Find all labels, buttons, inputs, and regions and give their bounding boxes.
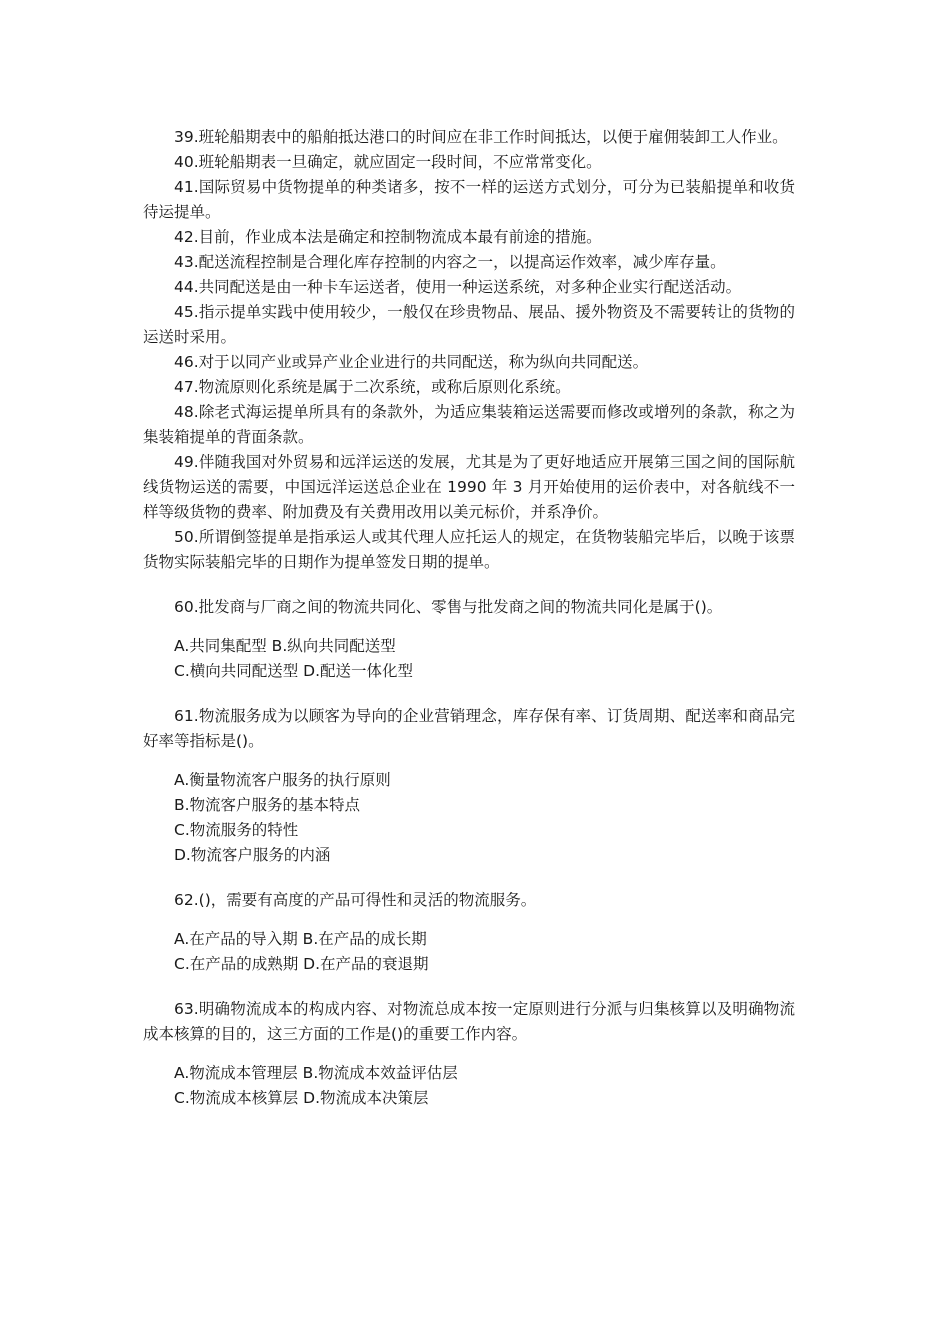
statement-42: 42.目前，作业成本法是确定和控制物流成本最有前途的措施。 xyxy=(174,228,602,246)
statement-50: 50.所谓倒签提单是指承运人或其代理人应托运人的规定，在货物装船完毕后，以晚于该票货物实际装船完毕的日期作为提单签发日期的提单。 xyxy=(143,528,795,571)
question-option: C.物流成本核算层 D.物流成本决策层 xyxy=(174,1089,429,1107)
spacer xyxy=(143,684,795,704)
question-stem: 62.()，需要有高度的产品可得性和灵活的物流服务。 xyxy=(174,891,537,909)
statement-39: 39.班轮船期表中的船舶抵达港口的时间应在非工作时间抵达，以便于雇佣装卸工人作业。 xyxy=(174,128,788,146)
question-60 xyxy=(143,595,795,684)
spacer xyxy=(143,575,795,595)
spacer xyxy=(143,1047,795,1061)
question-option: A.衡量物流客户服务的执行原则 xyxy=(174,771,391,789)
question-63 xyxy=(143,997,795,1111)
spacer xyxy=(143,913,795,927)
spacer xyxy=(143,977,795,997)
question-option: B.物流客户服务的基本特点 xyxy=(174,796,361,814)
spacer xyxy=(143,868,795,888)
question-stem: 61.物流服务成为以顾客为导向的企业营销理念，库存保有率、订货周期、配送率和商品完好率等指标是()。 xyxy=(143,707,795,750)
question-option: D.物流客户服务的内涵 xyxy=(174,846,331,864)
statement-44: 44.共同配送是由一种卡车运送者，使用一种运送系统，对多种企业实行配送活动。 xyxy=(174,278,742,296)
statement-47: 47.物流原则化系统是属于二次系统，或称后原则化系统。 xyxy=(174,378,571,396)
question-option: A.物流成本管理层 B.物流成本效益评估层 xyxy=(174,1064,458,1082)
spacer xyxy=(143,620,795,634)
question-stem: 63.明确物流成本的构成内容、对物流总成本按一定原则进行分派与归集核算以及明确物流成本核算的目的，这三方面的工作是()的重要工作内容。 xyxy=(143,1000,795,1043)
statement-46: 46.对于以同产业或异产业企业进行的共同配送，称为纵向共同配送。 xyxy=(174,353,649,371)
question-stem: 60.批发商与厂商之间的物流共同化、零售与批发商之间的物流共同化是属于()。 xyxy=(174,598,723,616)
question-62 xyxy=(143,888,795,977)
statement-40: 40.班轮船期表一旦确定，就应固定一段时间，不应常常变化。 xyxy=(174,153,602,171)
statement-49: 49.伴随我国对外贸易和远洋运送的发展，尤其是为了更好地适应开展第三国之间的国际航线货物运送的需要，中国远洋运送总企业在 1990 年 3 月开始使用的运价表中，对各航线不一样等级货物的费率、附加费及有关费用改用以美元标价，并系净价。 xyxy=(143,453,795,521)
document-page xyxy=(143,125,795,1111)
question-61 xyxy=(143,704,795,868)
question-option: C.在产品的成熟期 D.在产品的衰退期 xyxy=(174,955,429,973)
statement-45: 45.指示提单实践中使用较少，一般仅在珍贵物品、展品、援外物资及不需要转让的货物的运送时采用。 xyxy=(143,303,795,346)
statement-41: 41.国际贸易中货物提单的种类诸多，按不一样的运送方式划分，可分为已装船提单和收货待运提单。 xyxy=(143,178,795,221)
question-option: C.物流服务的特性 xyxy=(174,821,299,839)
question-option: A.在产品的导入期 B.在产品的成长期 xyxy=(174,930,427,948)
question-option: C.横向共同配送型 D.配送一体化型 xyxy=(174,662,414,680)
statements-section xyxy=(143,125,795,575)
statement-48: 48.除老式海运提单所具有的条款外，为适应集装箱运送需要而修改或增列的条款，称之为集装箱提单的背面条款。 xyxy=(143,403,795,446)
question-option: A.共同集配型 B.纵向共同配送型 xyxy=(174,637,396,655)
spacer xyxy=(143,754,795,768)
statement-43: 43.配送流程控制是合理化库存控制的内容之一，以提高运作效率，减少库存量。 xyxy=(174,253,726,271)
